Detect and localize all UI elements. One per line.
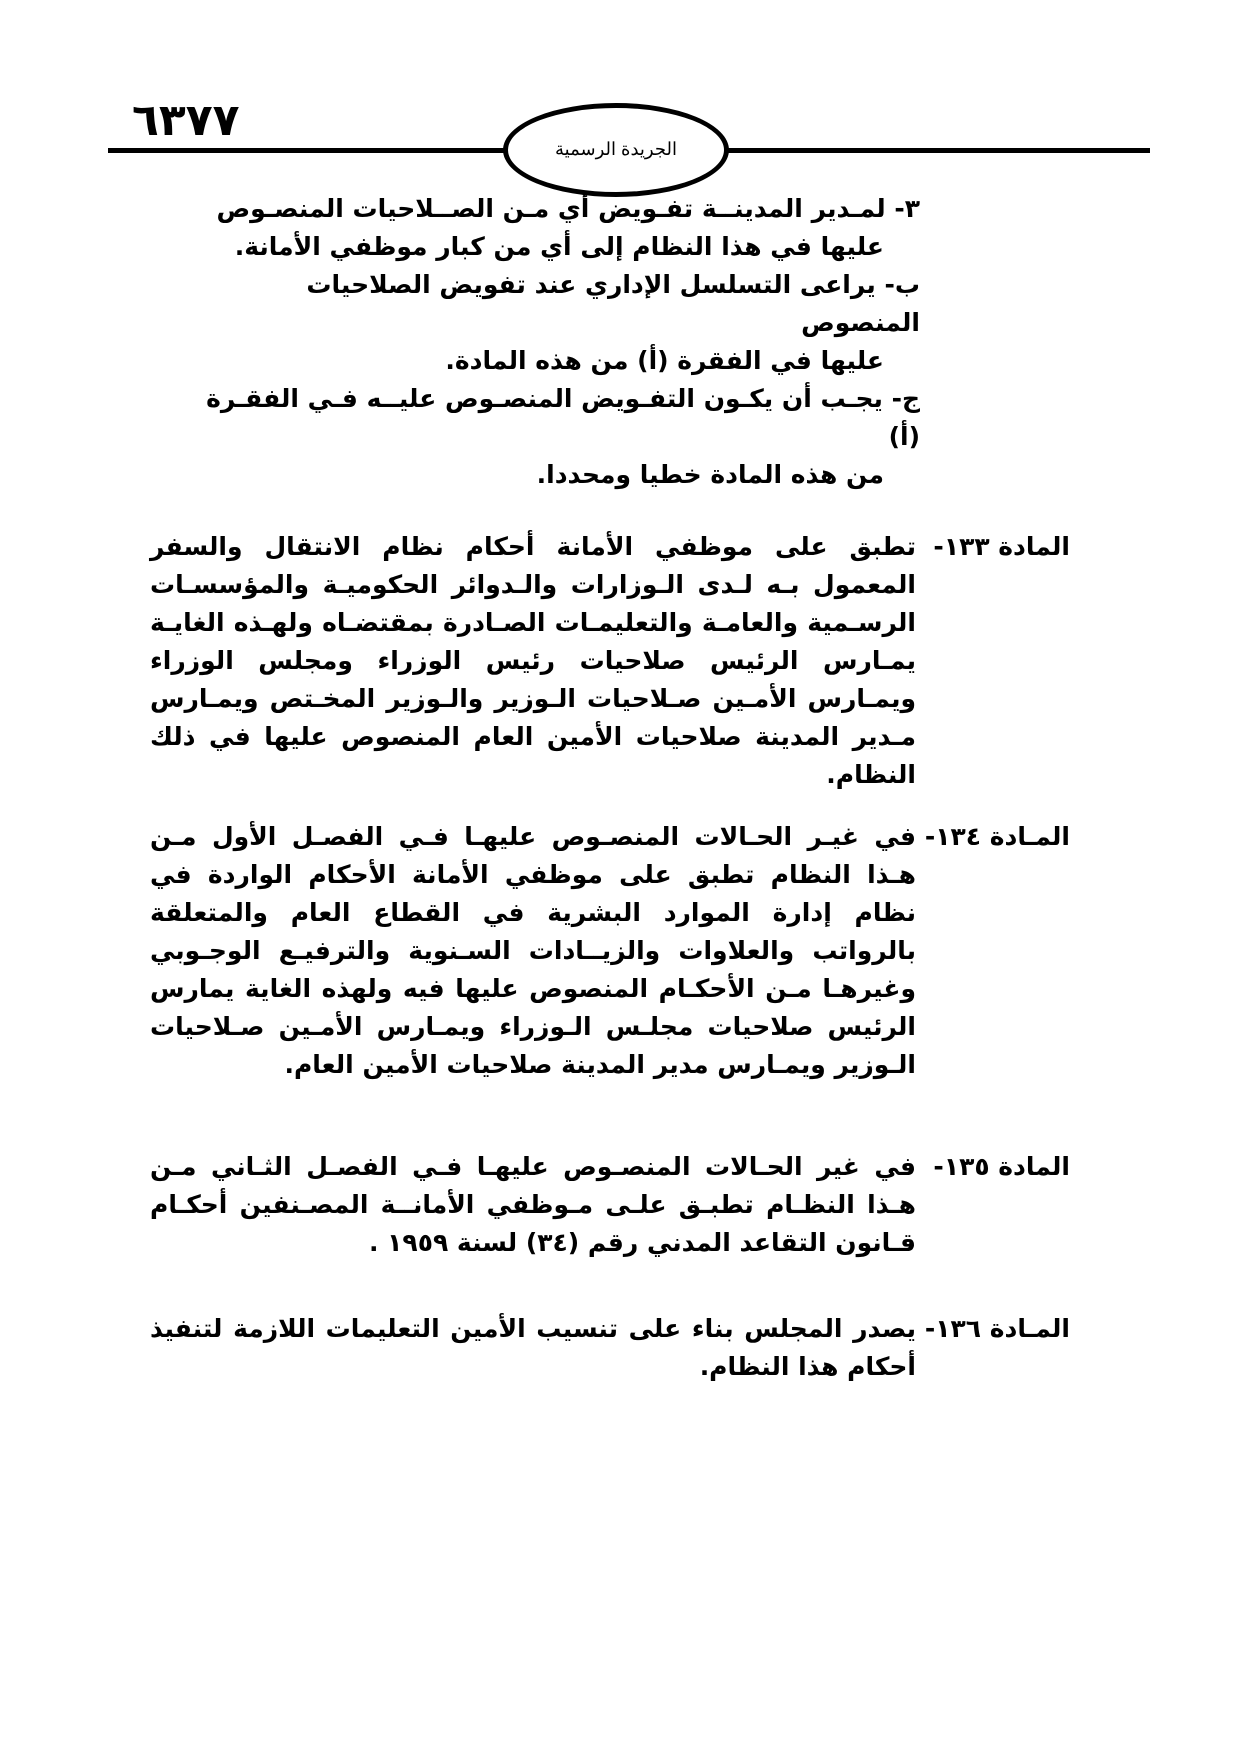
article-label: المـادة ١٣٦- [924,1314,1070,1343]
article-135 [150,1148,1070,1262]
page-number: ٦٣٧٧ [132,95,240,146]
article-text: يصدر المجلس بناء على تنسيب الأمين التعليمات اللازمة لتنفيذ أحكام هذا النظام. [150,1314,916,1381]
subsection-line: من هذه المادة خطيا ومحددا. [536,460,884,489]
article-text: في غير الحـالات المنصـوص عليهـا فـي الفصـل الثـاني مـن هـذا النظـام تطبـق علـى مـوظفي الأمانــة المصـنفين أحكـام قـانون التقاعد المدني رقم (٣٤) لسنة ١٩٥٩ . [150,1152,916,1257]
subsection-line: ٣- لمـدير المدينــة تفـويض أي مـن الصــلاحيات المنصـوص [216,194,920,223]
article-text: في غيـر الحـالات المنصـوص عليهـا فـي الفصـل الأول مـن هـذا النظام تطبق على موظفي الأمانة الأحكام الواردة في نظام إدارة الموارد البشرية في القطاع العام والمتعلقة بالرواتب والعلاوات والزيــادات السـنوية والترفيـع الوجـوبي وغيرهـا مـن الأحكـام المنصوص عليها فيه ولهذه الغاية يمارس الرئيس صلاحيات مجلـس الـوزراء ويمـارس الأمـين صـلاحيات الـوزير ويمـارس مدير المدينة صلاحيات الأمين العام. [150,822,916,1079]
gazette-title: الجريدة الرسمية [555,139,677,159]
article-133 [150,528,1070,794]
article-label: المـادة ١٣٤- [924,822,1070,851]
article-134 [150,818,1070,1084]
subsection-line: عليها في الفقرة (أ) من هذه المادة. [445,346,884,375]
article-label: المادة ١٣٣- [933,532,1070,561]
gazette-masthead-oval [503,103,729,197]
article-text: تطبق على موظفي الأمانة أحكام نظام الانتقال والسفر المعمول بـه لـدى الـوزارات والـدوائر الحكوميـة والمؤسسـات الرسـمية والعامـة والتعليمـات الصـادرة بمقتضـاه ولهـذه الغايـة يمـارس الرئيس صلاحيات رئيس الوزراء ومجلس الوزراء ويمـارس الأمـين صـلاحيات الـوزير والـوزير المخـتص ويمـارس مـدير المدينة صلاحيات الأمين العام المنصوص عليها في ذلك النظام. [150,532,916,789]
header-rule-left [108,148,508,153]
article-label: المادة ١٣٥- [933,1152,1070,1181]
article-136 [150,1310,1070,1386]
subsection-line: عليها في هذا النظام إلى أي من كبار موظفي الأمانة. [234,232,884,261]
subsection-line: ج- يجـب أن يكـون التفـويض المنصـوص عليــه فـي الفقـرة (أ) [206,384,920,451]
header-rule-right [725,148,1150,153]
subsection-block [200,190,920,494]
subsection-line: ب- يراعى التسلسل الإداري عند تفويض الصلاحيات المنصوص [306,270,920,337]
